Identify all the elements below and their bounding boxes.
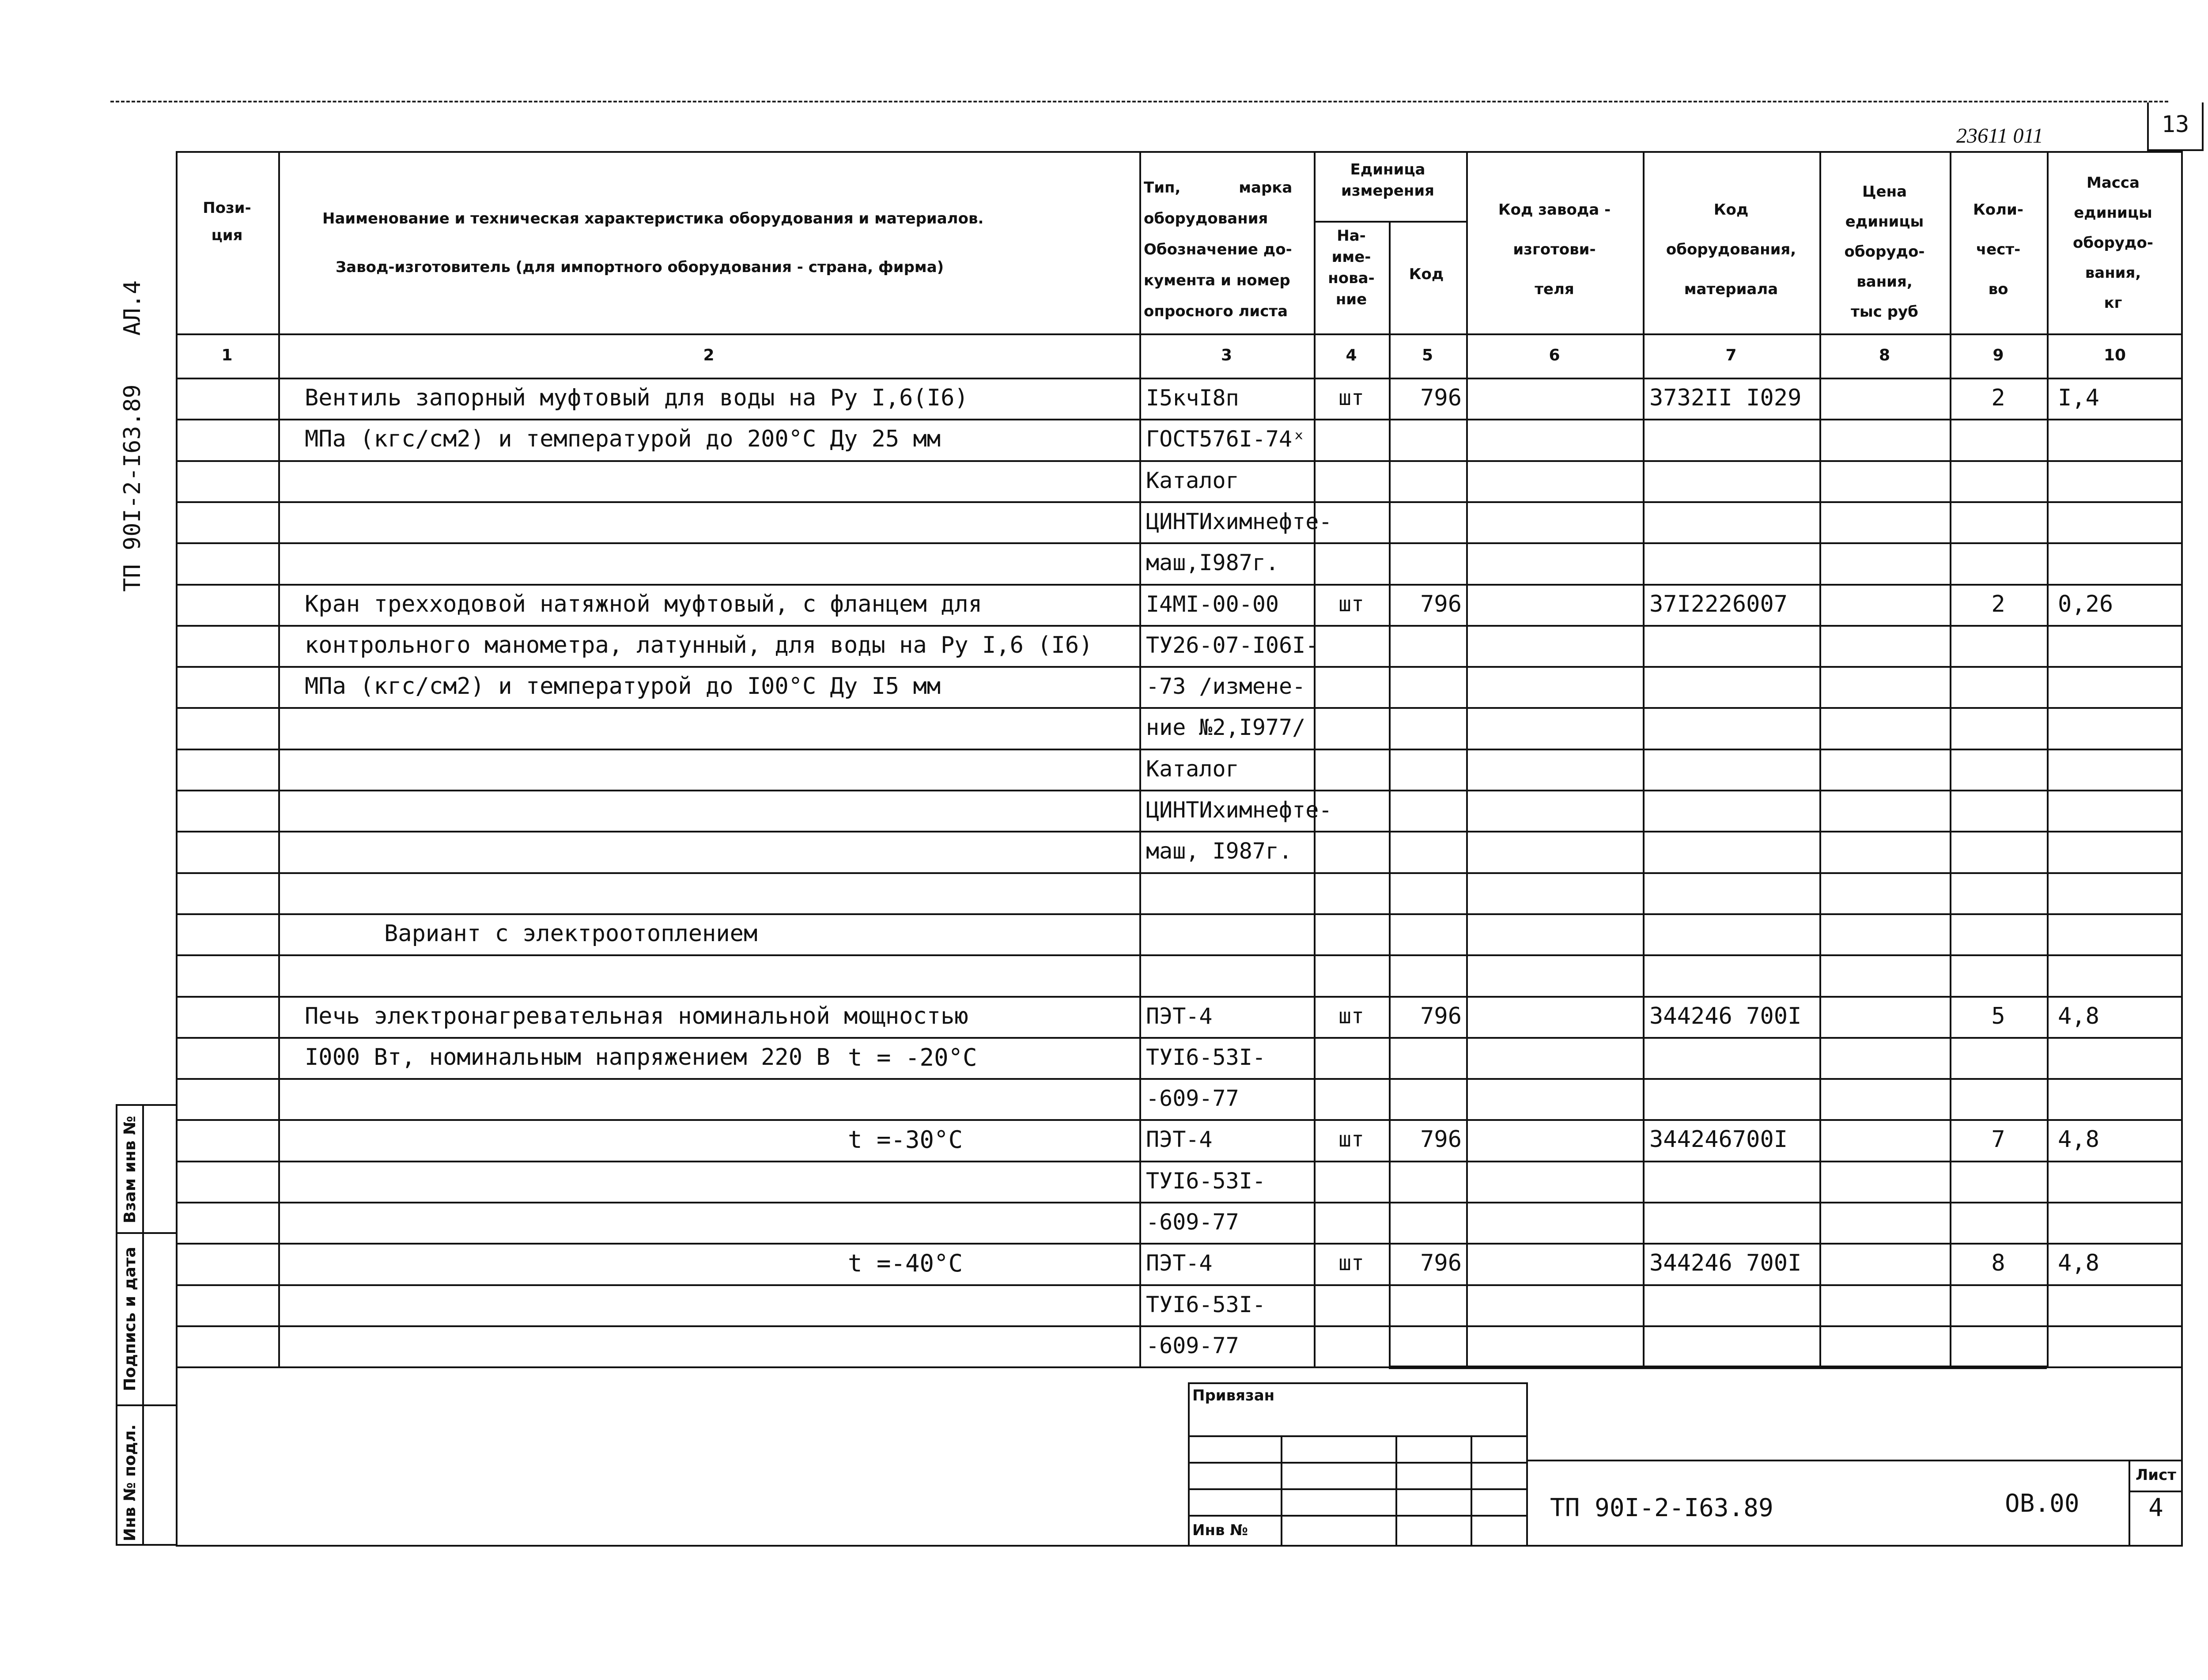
column-number: 7 xyxy=(1725,346,1737,364)
item-type: ПЭТ-4 xyxy=(1146,1250,1213,1276)
doc-code: ТП 90I-2-I63.89 xyxy=(1550,1494,1773,1522)
header-position: Пози- ция xyxy=(203,199,251,244)
item-type: ЦИНТИхимнефте- xyxy=(1146,797,1332,823)
header-name: Наименование и техническая характеристика оборудования и материалов. Завод-изготовитель (для импортного оборудования - страна, фирма) xyxy=(322,210,984,276)
item-type: маш, I987г. xyxy=(1146,838,1293,864)
header-quantity: Коли- чест- во xyxy=(1973,201,2023,298)
item-type: -609-77 xyxy=(1146,1086,1239,1112)
project-label: ТП 90I-2-I63.89 xyxy=(119,384,146,592)
unit-name: шт xyxy=(1338,1127,1364,1152)
stamp-field-replace: Взам инв № xyxy=(121,1116,139,1223)
temperature-note: t =-40°С xyxy=(848,1249,963,1278)
column-number: 9 xyxy=(1992,346,2004,364)
temperature-note: t = -20°С xyxy=(848,1043,977,1071)
unit-code: 796 xyxy=(1420,1250,1462,1277)
item-type: маш,I987г. xyxy=(1146,550,1279,576)
title-block-inv-label: Инв № xyxy=(1192,1521,1248,1539)
column-number: 5 xyxy=(1422,346,1433,364)
unit-code: 796 xyxy=(1420,385,1462,411)
unit-mass: 4,8 xyxy=(2058,1003,2099,1029)
quantity: 5 xyxy=(1991,1003,2005,1029)
section-code: ОВ.00 xyxy=(2005,1489,2079,1518)
column-number: 2 xyxy=(703,346,715,364)
page-number-box xyxy=(2147,102,2204,151)
header-unit-name: На- име- нова- ние xyxy=(1328,227,1375,308)
column-number: 3 xyxy=(1221,346,1233,364)
sheet-number: 4 xyxy=(2148,1494,2163,1522)
material-code: 37I2226007 xyxy=(1649,590,1788,617)
column-number: 6 xyxy=(1549,346,1560,364)
unit-code: 796 xyxy=(1420,1003,1462,1029)
item-name: Вентиль запорный муфтовый для воды на Ру I,6(I6) xyxy=(305,385,968,411)
header-unit: Единица измерения xyxy=(1341,161,1434,200)
item-name: МПа (кгс/см2) и температурой до I00°С Ду I5 мм xyxy=(305,673,941,700)
item-type: I4MI-00-00 xyxy=(1146,591,1279,617)
album-label: АЛ.4 xyxy=(119,280,146,336)
unit-name: шт xyxy=(1338,386,1364,410)
item-type: ТУI6-53I- xyxy=(1146,1291,1266,1317)
column-number: 10 xyxy=(2103,346,2126,364)
header-material-code: Код оборудования, материала xyxy=(1666,201,1796,298)
material-code: 344246700I xyxy=(1649,1126,1788,1153)
item-type: ТУ26-07-I06I- xyxy=(1146,632,1319,658)
stamp-field-signature: Подпись и дата xyxy=(121,1247,139,1391)
header-plant-code: Код завода - изготови- теля xyxy=(1498,201,1611,298)
table-bottom-rule xyxy=(1389,1366,2047,1369)
item-type: -609-77 xyxy=(1146,1209,1239,1235)
item-type: ГОСТ576I-74ˣ xyxy=(1146,426,1306,452)
temperature-note: t =-30°С xyxy=(848,1126,963,1154)
sheet-label: Лист xyxy=(2136,1466,2176,1484)
material-code: 344246 700I xyxy=(1649,1003,1802,1029)
item-name: Кран трехходовой натяжной муфтовый, с фланцем для xyxy=(305,590,983,617)
unit-mass: 4,8 xyxy=(2058,1250,2099,1277)
quantity: 2 xyxy=(1991,385,2005,411)
item-type: ние №2,I977/ xyxy=(1146,715,1306,741)
item-type: -609-77 xyxy=(1146,1332,1239,1358)
unit-name: шт xyxy=(1338,591,1364,617)
unit-code: 796 xyxy=(1420,590,1462,617)
item-type: ТУI6-53I- xyxy=(1146,1168,1266,1194)
quantity: 8 xyxy=(1991,1250,2005,1277)
grid-line xyxy=(176,954,2183,956)
stamp-field-original: Инв № подл. xyxy=(121,1424,139,1541)
item-type: Каталог xyxy=(1146,467,1239,493)
item-type: Каталог xyxy=(1146,756,1239,782)
item-type: -73 /измене- xyxy=(1146,674,1306,700)
item-name: Печь электронагревательная номинальной мощностью xyxy=(305,1003,968,1029)
item-type: ТУI6-53I- xyxy=(1146,1044,1266,1070)
item-name: контрольного манометра, латунный, для воды на Ру I,6 (I6) xyxy=(305,632,1093,658)
item-type: ПЭТ-4 xyxy=(1146,1127,1213,1153)
header-unit-code: Код xyxy=(1409,265,1444,283)
unit-mass: I,4 xyxy=(2058,385,2099,411)
unit-code: 796 xyxy=(1420,1126,1462,1153)
quantity: 7 xyxy=(1991,1126,2005,1153)
top-rule xyxy=(110,101,2168,102)
unit-mass: 4,8 xyxy=(2058,1126,2099,1153)
header-price: Цена единицы оборудо- вания, тыс руб xyxy=(1844,183,1925,321)
column-number: 1 xyxy=(221,346,233,364)
grid-line xyxy=(176,872,2183,874)
column-number: 4 xyxy=(1346,346,1357,364)
title-block-bound-label: Привязан xyxy=(1192,1387,1275,1404)
column-number: 8 xyxy=(1879,346,1890,364)
material-code: 3732II I029 xyxy=(1649,385,1802,411)
quantity: 2 xyxy=(1991,590,2005,617)
item-type: I5кчI8п xyxy=(1146,385,1239,411)
material-code: 344246 700I xyxy=(1649,1250,1802,1277)
section-title: Вариант с электроотоплением xyxy=(384,920,758,947)
unit-name: шт xyxy=(1338,1251,1364,1276)
unit-mass: 0,26 xyxy=(2058,590,2113,617)
item-type: ПЭТ-4 xyxy=(1146,1003,1213,1029)
header-mass: Масса единицы оборудо- вания, кг xyxy=(2073,174,2153,312)
unit-name: шт xyxy=(1338,1003,1364,1029)
archive-number: 23611 011 xyxy=(1956,124,2043,148)
item-name: МПа (кгс/см2) и температурой до 200°С Ду 25 мм xyxy=(305,426,941,453)
item-name: I000 Вт, номинальным напряжением 220 В xyxy=(305,1044,830,1071)
header-type: Тип, марка оборудования Обозначение до- кумента и номер опросного листа xyxy=(1144,179,1293,320)
item-type: ЦИНТИхимнефте- xyxy=(1146,508,1332,534)
page-number: 13 xyxy=(2161,111,2189,138)
